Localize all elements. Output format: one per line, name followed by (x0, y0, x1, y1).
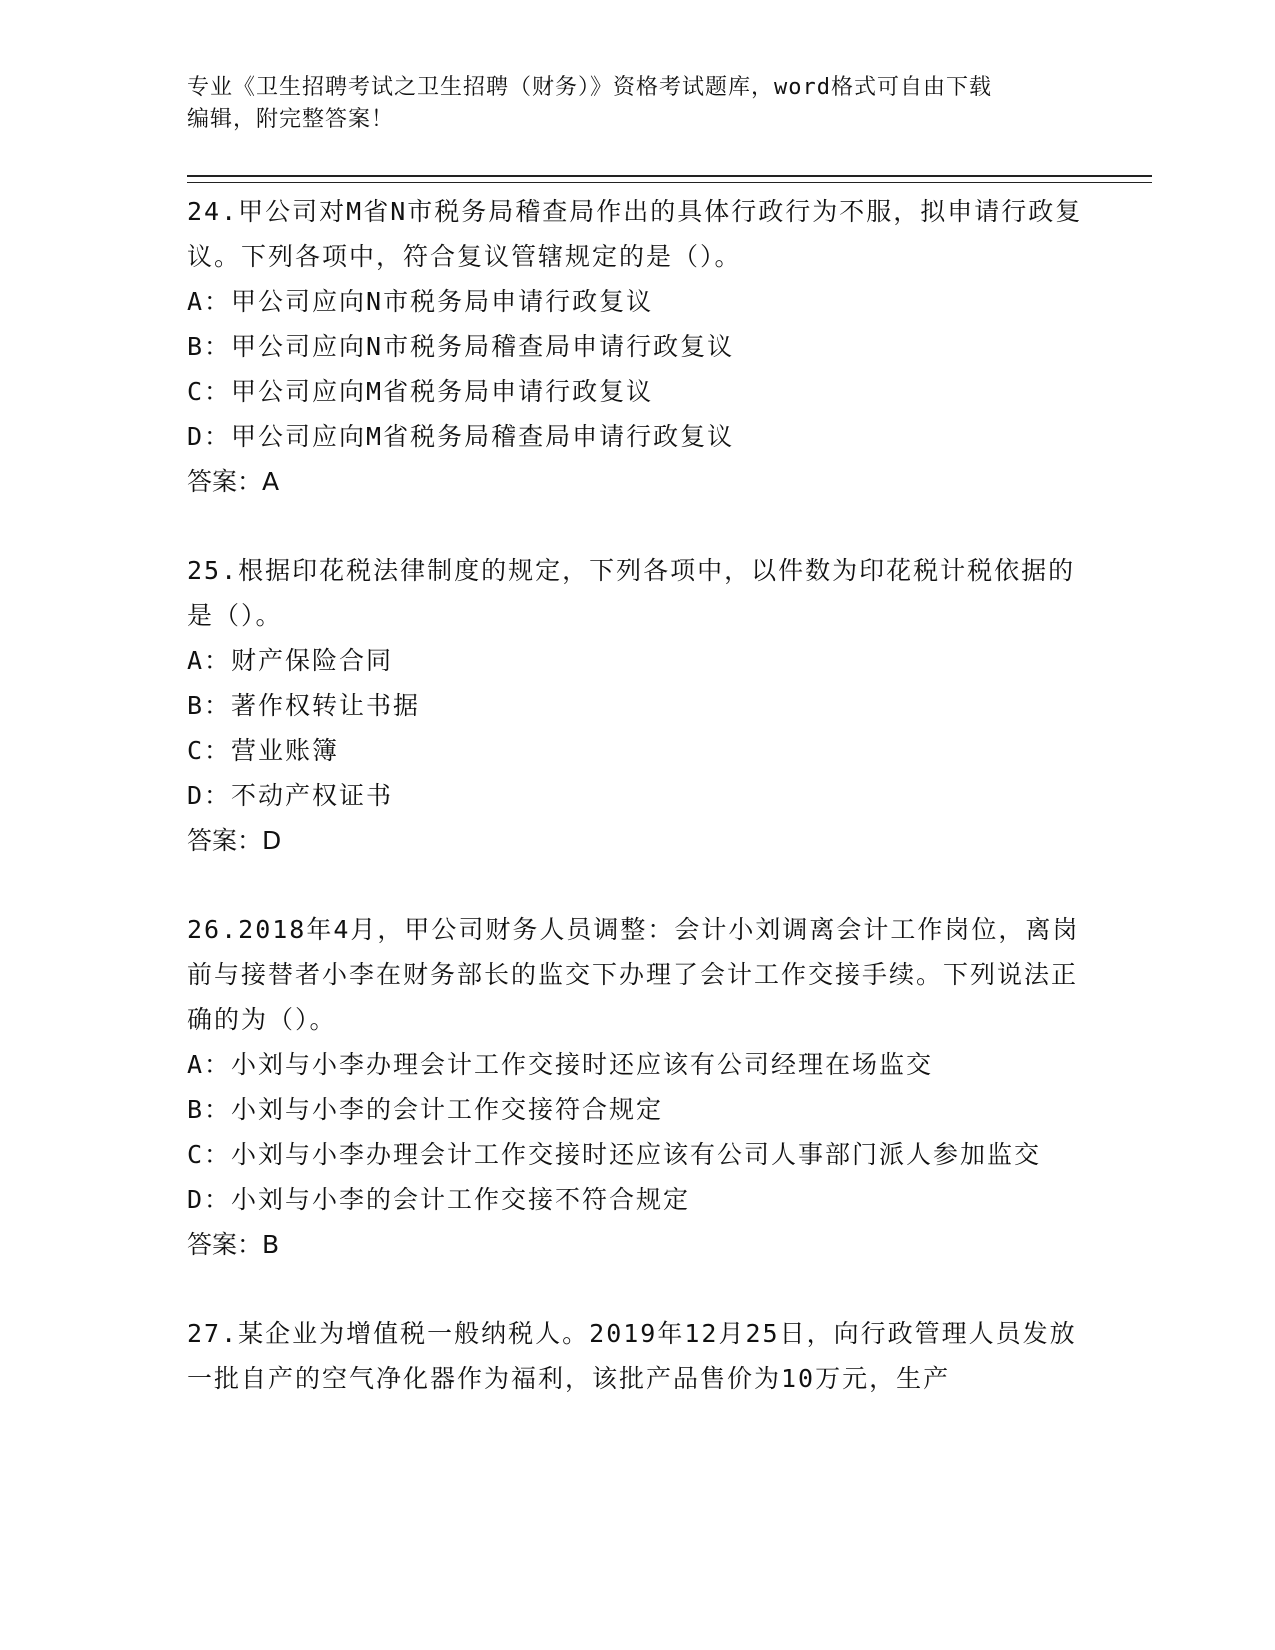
question-stem: 26.2018年4月，甲公司财务人员调整：会计小刘调离会计工作岗位，离岗前与接替者小李在财务部长的监交下办理了会计工作交接手续。下列说法正确的为（）。 (187, 915, 1080, 1034)
answer: 答案：D (187, 826, 282, 855)
option-d: D：小刘与小李的会计工作交接不符合规定 (187, 1185, 691, 1214)
question-26 (187, 907, 1087, 1267)
option-a: A：财产保险合同 (187, 646, 394, 675)
question-stem: 24.甲公司对M省N市税务局稽查局作出的具体行政行为不服，拟申请行政复议。下列各项中，符合复议管辖规定的是（）。 (187, 197, 1083, 271)
header-line-1: 专业《卫生招聘考试之卫生招聘（财务）》资格考试题库，word格式可自由下载 (187, 75, 992, 100)
answer: 答案：B (187, 1230, 280, 1259)
option-c: C：甲公司应向M省税务局申请行政复议 (187, 377, 654, 406)
question-24 (187, 189, 1087, 504)
question-list (187, 189, 1087, 1445)
document-header (187, 72, 1087, 136)
header-divider-thin (187, 182, 1152, 183)
option-b: B：著作权转让书据 (187, 691, 421, 720)
option-b: B：小刘与小李的会计工作交接符合规定 (187, 1095, 664, 1124)
option-a: A：小刘与小李办理会计工作交接时还应该有公司经理在场监交 (187, 1050, 934, 1079)
question-stem: 25.根据印花税法律制度的规定，下列各项中，以件数为印花税计税依据的是（）。 (187, 556, 1076, 630)
option-b: B：甲公司应向N市税务局稽查局申请行政复议 (187, 332, 735, 361)
question-stem: 27.某企业为增值税一般纳税人。2019年12月25日，向行政管理人员发放一批自产的空气净化器作为福利，该批产品售价为10万元，生产 (187, 1319, 1077, 1393)
option-c: C：营业账簿 (187, 736, 340, 765)
option-d: D：不动产权证书 (187, 781, 394, 810)
question-27 (187, 1311, 1087, 1401)
header-line-2: 编辑，附完整答案！ (187, 107, 395, 132)
option-d: D：甲公司应向M省税务局稽查局申请行政复议 (187, 422, 735, 451)
answer: 答案：A (187, 467, 280, 496)
question-25 (187, 548, 1087, 863)
option-a: A：甲公司应向N市税务局申请行政复议 (187, 287, 654, 316)
option-c: C：小刘与小李办理会计工作交接时还应该有公司人事部门派人参加监交 (187, 1140, 1042, 1169)
header-divider-thick (187, 175, 1152, 177)
